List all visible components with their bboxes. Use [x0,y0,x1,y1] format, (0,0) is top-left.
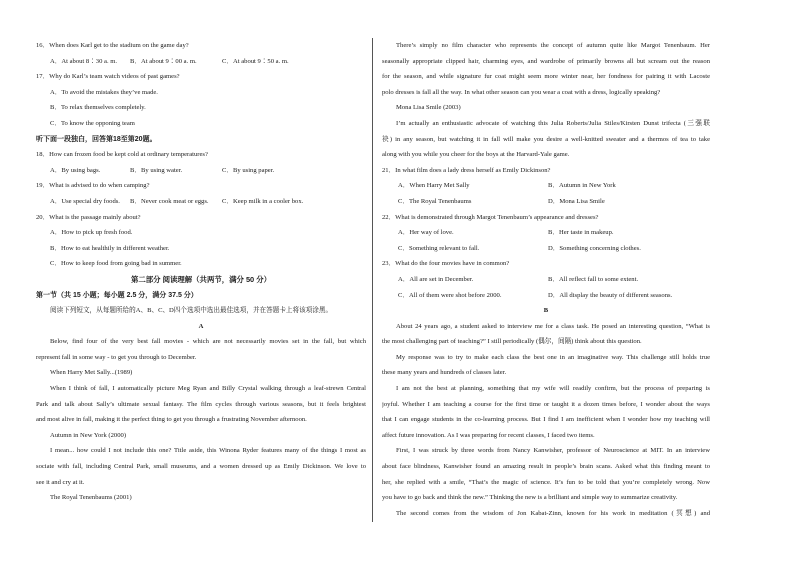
option-b: B．By using water. [130,166,183,174]
option-b: B．To relax themselves completely. [50,104,146,112]
passage-a-label: A [198,322,204,330]
option-d: D．Something concerning clothes. [548,244,641,252]
option-c: C．By using paper. [222,166,275,174]
paragraph-line: along with you while you cheer for the boys at the Harvard-Yale game. [382,151,570,159]
paragraph-line: about face blindness, Kanwisher found an amazing result in people’s brain scans. Asked what this finding meant to [382,463,710,471]
paragraph-line: First, I was struck by three words from Nancy Kanwisher, professor of Neuroscience at MIT. In an interview [396,447,710,455]
question-19: 19．What is advised to do when camping? [36,182,150,190]
movie-title: Mona Lisa Smile (2003) [396,104,461,112]
option-b: B．Never cook meat or eggs. [130,197,209,205]
paragraph-line: affect future innovation. As I was preparing for recent classes, I faced two items. [382,431,595,439]
option-d: D．All display the beauty of different seasons. [548,291,673,299]
question-17: 17．Why do Karl’s team watch videos of past games? [36,73,180,81]
option-b: B．Autumn in New York [548,182,616,190]
option-b: B．All reflect fall to some extent. [548,275,639,283]
part-2-heading: 第二部分 阅读理解（共两节，满分 50 分） [130,274,272,284]
movie-title: When Harry Met Sally...(1989) [50,369,133,377]
option-c: C．All of them were shot before 2000. [398,291,502,299]
option-c: C．At about 9∶50 a. m. [222,57,289,65]
option-c: C．How to keep food from going bad in summer. [50,260,182,268]
option-b: B．At about 9∶00 a. m. [130,57,197,65]
question-21-options-row-1 [382,178,710,194]
option-a: A．All are set in December. [398,275,474,283]
question-20: 20．What is the passage mainly about? [36,213,141,221]
paragraph-line: When I think of fall, I automatically picture Meg Ryan and Billy Crystal walking through a leaf-strewn Central [50,385,366,393]
left-column [36,38,366,506]
paragraph-line: There’s simply no film character who represents the concept of autumn quite like Margot Tenenbaum. Her [396,42,710,49]
paragraph-line: and most alive in fall, making it the perfect thing to get you through a frustrating November afternoon. [36,416,307,424]
question-21-options-row-2 [382,194,710,210]
paragraph-line: My response was to try to make each class the best one in an imaginative way. This challenge still holds true [396,353,710,361]
paragraph-line: you have to go back and think the new.” Thinking the new is a brilliant and simple way to summarize creativity. [382,494,678,502]
question-23-options-row-2 [382,288,710,304]
option-d: D．Mona Lisa Smile [548,197,605,205]
paragraph-line: Below, find four of the very best fall movies - which are not necessarily movies set in the fall, but which [50,338,366,346]
paragraph-line: represent fall in some way - to get you through to December. [36,353,197,361]
option-c: C．Something relevant to fall. [398,244,480,252]
question-22-options-row-1 [382,225,710,241]
question-16: 16．When does Karl get to the stadium on the game day? [36,42,189,49]
paragraph-line: seasonally appropriate clipped hair, charming eyes, and wardrobe of primarily browns all but scream out the reason [382,57,710,65]
column-divider [372,38,373,522]
option-b: B．Her taste in makeup. [548,229,614,237]
option-c: C．The Royal Tenenbaums [398,197,472,205]
paragraph-line: her, she replied with a smile, “That’s the magic of science. It’s fun to be told that you’re completely wrong. Now [382,478,710,486]
section-1-instruction: 阅读下列短文，从每题所给的A、B、C、D四个选项中选出最佳选项，并在答题卡上将该项涂黑。 [50,307,333,315]
paragraph-line: see it and cry at it. [36,478,85,486]
paragraph-line: sociate with fall, including Central Park, small museums, and a women dressed up as Emily Dickinson. We love to [36,463,366,471]
paragraph-line: I’m actually an enthusiastic advocate of watching this Julia Roberts/Julia Stiles/Kirsten Dunst trifecta (三强联 [396,119,710,127]
passage-b-label: B [543,307,549,315]
question-19-options [36,194,366,210]
question-22: 22．What is demonstrated through Margot Tenenbaum’s appearance and dresses? [382,213,599,221]
option-c: C．Keep milk in a cooler box. [222,197,304,205]
paragraph-line: Park and talk about Sally’s ultimate sexual fantasy. The film cycles through various seasons, but it feels brightest [36,400,366,408]
option-a: A．When Harry Met Sally [398,182,470,190]
paragraph-line: 袂) in any season, but watching it in fall will make you desire a well-knitted sweater and a thermos of tea to take [382,135,710,143]
question-22-options-row-2 [382,241,710,257]
option-b: B．How to eat healthily in different weather. [50,244,170,252]
paragraph-line: that I can engage students in the co-learning process. But I find I am inefficient when I wonder how my teaching will [382,416,710,424]
paragraph-line: polo dresses is fall all the way. In what other season can you wear a coat with a dress, logically speaking? [382,88,661,96]
movie-title: The Royal Tenenbaums (2001) [50,494,132,502]
question-23: 23．What do the four movies have in common? [382,260,510,268]
paragraph-line: these many years and hundreds of classes later. [382,369,507,377]
movie-title: Autumn in New York (2000) [50,431,127,439]
paragraph-line: joyful. Whether I am teaching a course for the first time or taught it a dozen times before, I wonder about the ways [382,400,710,408]
paragraph-line: for the season, and while signature fur coat might seem more winter near, her fondness for pairing it with Lacoste [382,73,710,81]
option-a: A．At about 8∶30 a. m. [50,57,118,65]
option-a: A．To avoid the mistakes they’ve made. [50,88,158,96]
option-a: A．How to pick up fresh food. [50,229,133,237]
paragraph-line: I am not the best at planning, something that my wife will readily confirm, but the process of preparing is [396,385,710,393]
paragraph-line: About 24 years ago, a student asked to interview me for a class task. He posed an interesting question, “What is [396,322,710,330]
option-a: A．Use special dry foods. [50,197,120,205]
option-a: A．Her way of love. [398,229,454,237]
paragraph-line: the most challenging part of teaching?” I still periodically (偶尔，间隔) think about this question. [382,338,642,346]
question-18: 18．How can frozen food be kept cold at ordinary temperatures? [36,151,208,159]
question-23-options-row-1 [382,272,710,288]
question-16-options [36,54,366,70]
option-c: C．To know the opponing team [50,119,135,127]
question-21: 21．In what film does a lady dress herself as Emily Dickinson? [382,166,551,174]
option-a: A．By using bags. [50,166,101,174]
right-column [382,38,710,521]
question-18-options [36,163,366,179]
paragraph-line: I mean... how could I not include this one? Title aside, this Winona Ryder features many of the things I most as [50,447,366,455]
paragraph-line: The second comes from the wisdom of Jon Kabat-Zinn, known for his work in meditation (冥想) and [396,509,710,517]
section-1-heading: 第一节（共 15 小题；每小题 2.5 分，满分 37.5 分） [36,291,198,299]
listening-instruction: 听下面一段独白，回答第18至第20题。 [36,135,157,143]
